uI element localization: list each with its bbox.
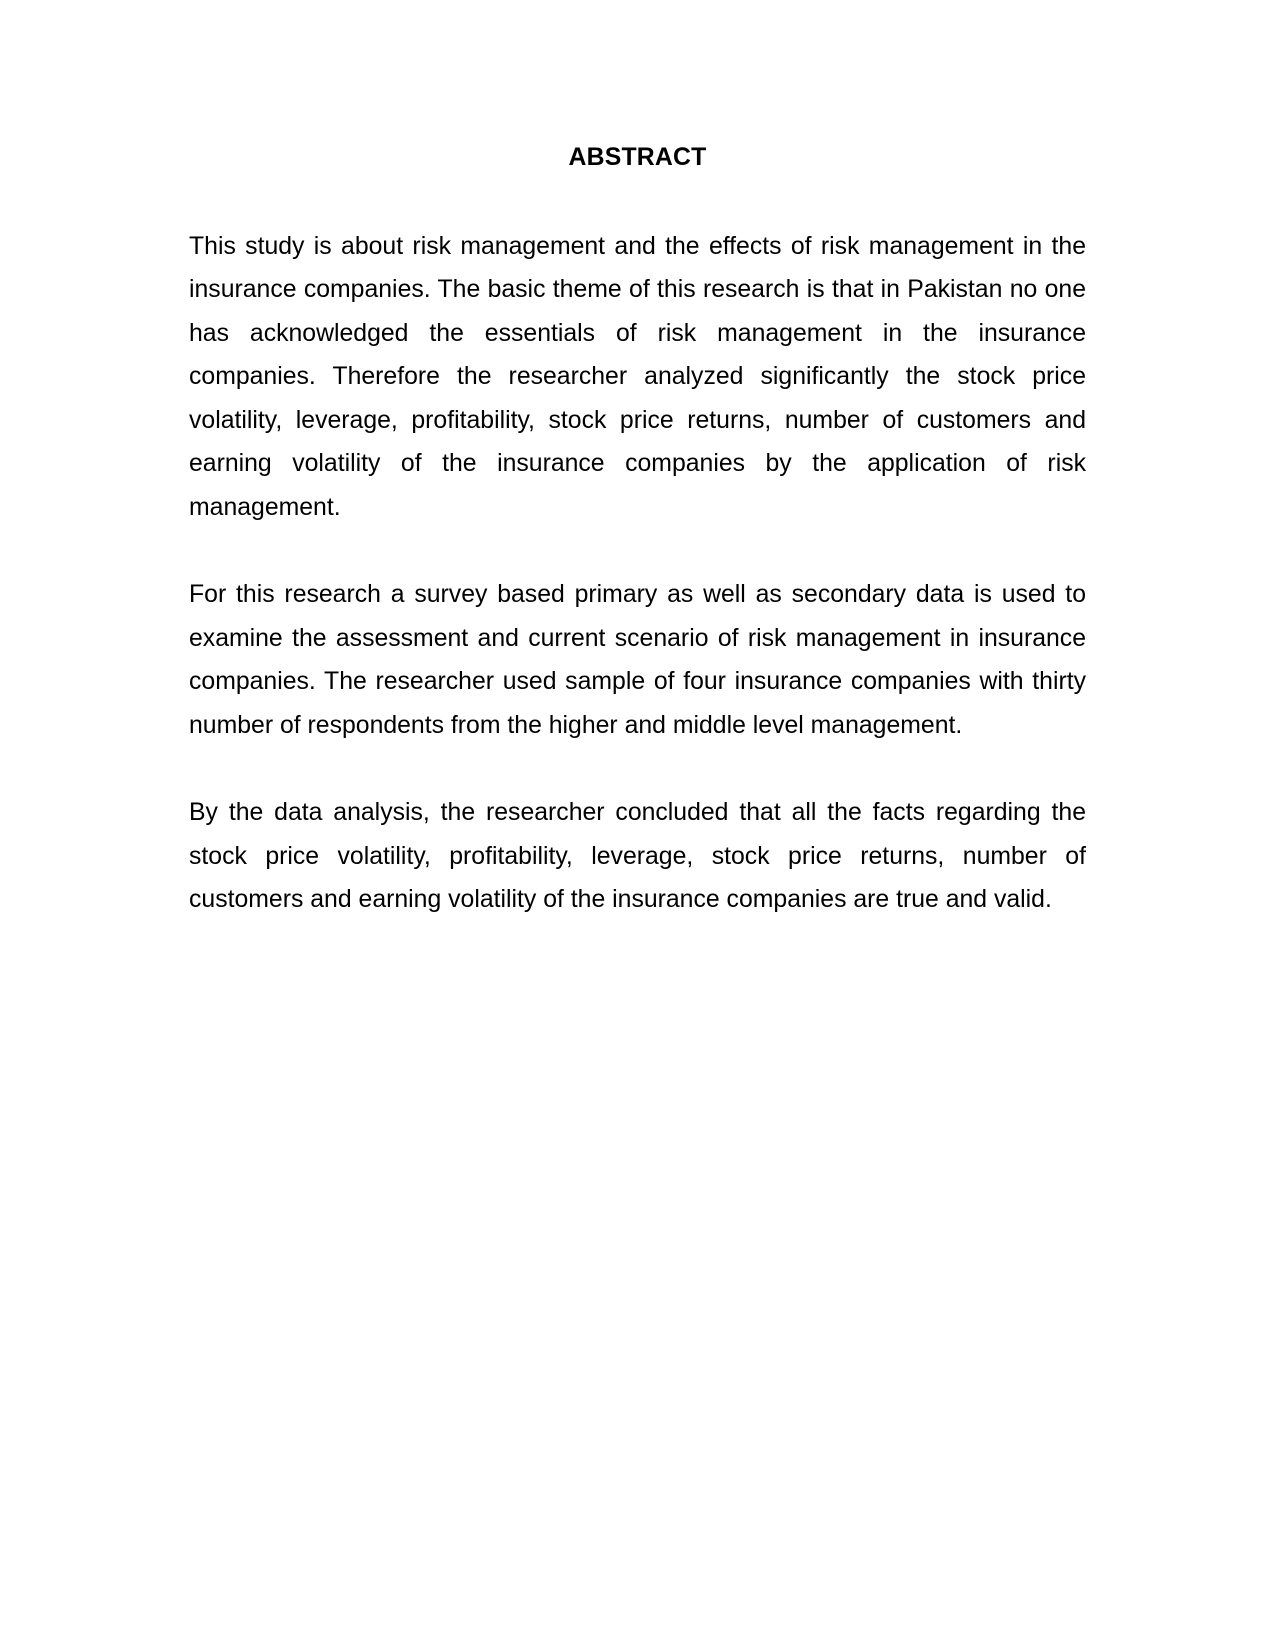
paragraph-2 — [189, 573, 1086, 747]
text-line: companies. Therefore the researcher analyzed significantly the stock price — [189, 363, 1086, 390]
paragraph-3 — [189, 791, 1086, 922]
text-line: companies. The researcher used sample of four insurance companies with thirty — [189, 668, 1086, 695]
text-line: number of respondents from the higher and middle level management. — [189, 711, 963, 739]
text-line: insurance companies. The basic theme of this research is that in Pakistan no one — [189, 276, 1086, 303]
text-line: For this research a survey based primary as well as secondary data is used to — [189, 581, 1086, 608]
text-line: This study is about risk management and the effects of risk management in the — [189, 232, 1086, 260]
text-line: volatility, leverage, profitability, stock price returns, number of customers and — [189, 406, 1086, 434]
text-line: By the data analysis, the researcher concluded that all the facts regarding the — [189, 799, 1086, 826]
text-line: stock price volatility, profitability, leverage, stock price returns, number of — [189, 842, 1086, 870]
text-line: earning volatility of the insurance companies by the application of risk — [189, 450, 1086, 477]
page-title: ABSTRACT — [568, 144, 707, 171]
text-line: management. — [189, 493, 341, 521]
text-line: has acknowledged the essentials of risk management in the insurance — [189, 319, 1086, 347]
paragraph-1 — [189, 225, 1086, 530]
text-line: examine the assessment and current scenario of risk management in insurance — [189, 624, 1086, 652]
text-line: customers and earning volatility of the insurance companies are true and valid. — [189, 886, 1052, 913]
